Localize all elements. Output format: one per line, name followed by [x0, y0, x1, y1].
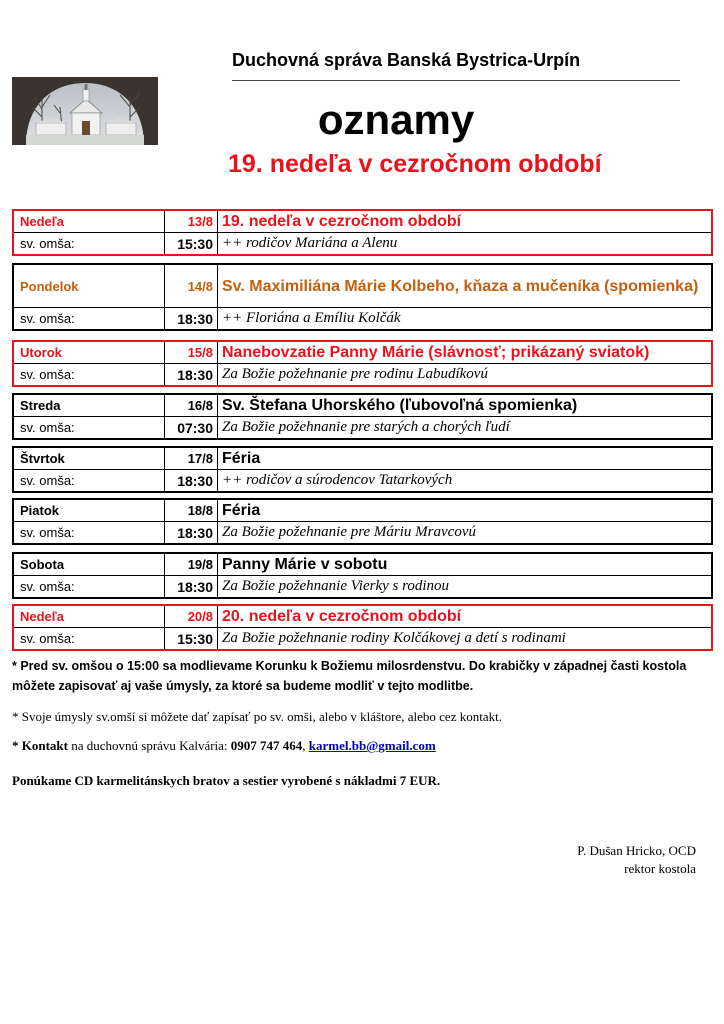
- contact-label: * Kontakt: [12, 738, 68, 753]
- mass-label: sv. omša:: [14, 308, 165, 329]
- mass-time: 07:30: [165, 417, 218, 438]
- mass-intention: Za Božie požehnanie pre rodinu Labudíkovú: [222, 366, 488, 382]
- mass-time: 15:30: [165, 628, 218, 649]
- day-date: 18/8: [165, 500, 218, 521]
- day-date: 19/8: [165, 554, 218, 575]
- signature-role: rektor kostola: [624, 861, 696, 876]
- page-title: oznamy: [317, 96, 475, 143]
- mass-label: sv. omša:: [14, 364, 165, 385]
- cd-offer-note: Ponúkame CD karmelitánskych bratov a sestier vyrobené s nákladmi 7 EUR.: [12, 773, 441, 788]
- mass-label: sv. omša:: [14, 470, 165, 491]
- day-block-monday: [12, 263, 713, 331]
- intentions-note: * Svoje úmysly sv.omší si môžete dať zapísať po sv. omši, alebo v kláštore, alebo cez kontakt.: [12, 709, 502, 724]
- mass-label: sv. omša:: [14, 576, 165, 597]
- contact-phone: 0907 747 464: [230, 738, 303, 753]
- feast-title: Sv. Štefana Uhorského (ľubovoľná spomienka): [222, 396, 578, 414]
- day-name: Nedeľa: [14, 606, 165, 627]
- day-block-thursday: [12, 446, 713, 493]
- mass-time: 18:30: [165, 522, 218, 543]
- contact-note: [12, 738, 436, 754]
- day-block-tuesday: [12, 340, 713, 387]
- day-date: 16/8: [165, 395, 218, 416]
- mass-time: 18:30: [165, 308, 218, 329]
- day-date: 15/8: [165, 342, 218, 363]
- day-name: Nedeľa: [14, 211, 165, 232]
- day-name: Pondelok: [14, 265, 165, 307]
- mass-intention: Za Božie požehnanie rodiny Kolčákovej a detí s rodinami: [222, 630, 566, 646]
- header-divider: [232, 80, 680, 81]
- day-block-saturday: [12, 552, 713, 599]
- day-date: 13/8: [165, 211, 218, 232]
- feast-title: Féria: [222, 449, 261, 467]
- day-name: Sobota: [14, 554, 165, 575]
- feast-title: Féria: [222, 501, 261, 519]
- feast-title: Panny Márie v sobotu: [222, 555, 388, 573]
- contact-email-link[interactable]: karmel.bb@gmail.com: [308, 738, 436, 753]
- organization-name: Duchovná správa Banská Bystrica-Urpín: [232, 50, 581, 70]
- mass-time: 18:30: [165, 364, 218, 385]
- signature: [577, 842, 696, 878]
- day-date: 20/8: [165, 606, 218, 627]
- mass-label: sv. omša:: [14, 233, 165, 254]
- day-name: Utorok: [14, 342, 165, 363]
- mass-intention: ++ Floriána a Emíliu Kolčák: [222, 310, 401, 326]
- day-block-friday: [12, 498, 713, 545]
- contact-separator: ,: [302, 738, 309, 753]
- day-block-next-sunday: [12, 604, 713, 651]
- page-subtitle: 19. nedeľa v cezročnom období: [228, 150, 602, 178]
- signature-name: P. Dušan Hricko, OCD: [577, 843, 696, 858]
- feast-title: Nanebovzatie Panny Márie (slávnosť; prikázaný sviatok): [222, 343, 650, 361]
- day-name: Štvrtok: [14, 448, 165, 469]
- feast-title: 19. nedeľa v cezročnom období: [222, 212, 462, 230]
- mass-label: sv. omša:: [14, 522, 165, 543]
- feast-title: Sv. Maximiliána Márie Kolbeho, kňaza a mučeníka (spomienka): [222, 277, 699, 295]
- mass-time: 18:30: [165, 576, 218, 597]
- day-block-sunday: [12, 209, 713, 256]
- day-block-wednesday: [12, 393, 713, 440]
- mass-intention: Za Božie požehnanie pre Máriu Mravcovú: [222, 524, 476, 540]
- feast-title: 20. nedeľa v cezročnom období: [222, 607, 462, 625]
- mass-label: sv. omša:: [14, 417, 165, 438]
- mass-intention: ++ rodičov Mariána a Alenu: [222, 235, 398, 251]
- mass-intention: Za Božie požehnanie pre starých a chorých ľudí: [222, 419, 510, 435]
- day-date: 17/8: [165, 448, 218, 469]
- mass-label: sv. omša:: [14, 628, 165, 649]
- mass-intention: Za Božie požehnanie Vierky s rodinou: [222, 578, 450, 594]
- mass-time: 15:30: [165, 233, 218, 254]
- mass-time: 18:30: [165, 470, 218, 491]
- day-date: 14/8: [165, 265, 218, 307]
- contact-text: na duchovnú správu Kalvária:: [67, 738, 231, 753]
- day-name: Piatok: [14, 500, 165, 521]
- prayer-note: * Pred sv. omšou o 15:00 sa modlievame Korunku k Božiemu milosrdenstvu. Do krabičky v západnej časti kostola môžete zapisovať aj vaše úmysly, za ktoré sa budeme modliť v tejto modlitbe.: [12, 659, 687, 693]
- day-name: Streda: [14, 395, 165, 416]
- mass-intention: ++ rodičov a súrodencov Tatarkových: [222, 472, 453, 488]
